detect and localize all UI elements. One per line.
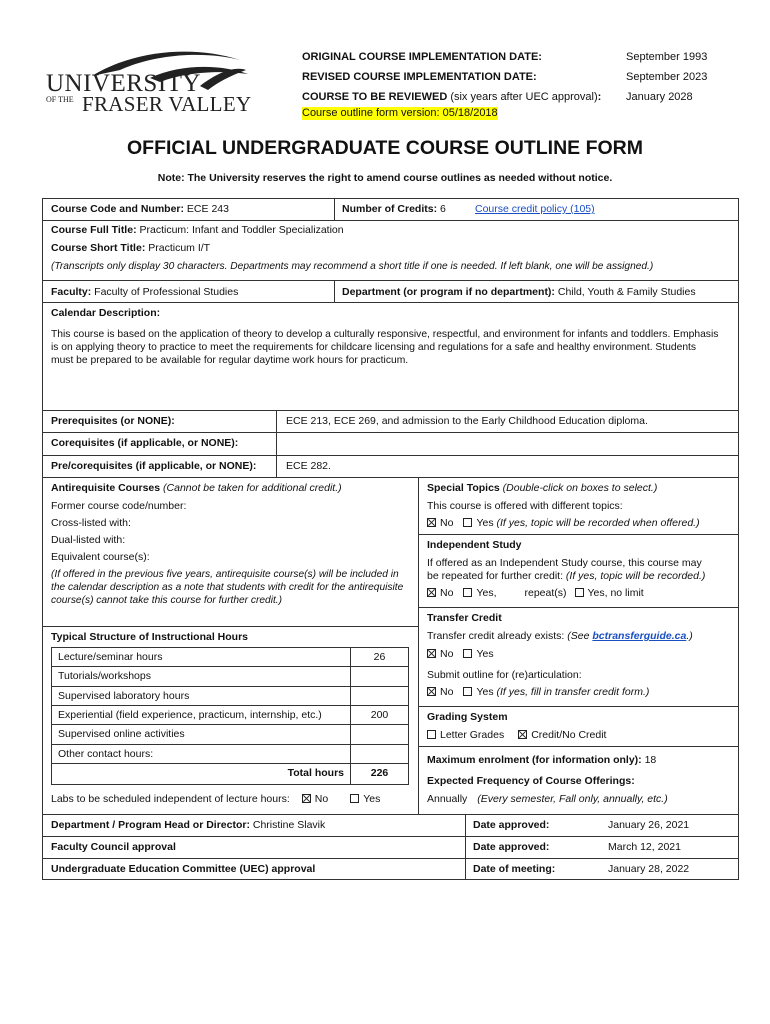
- hours-row-label: Experiential (field experience, practicum, internship, etc.): [58, 709, 322, 721]
- hours-row-divider: [51, 763, 409, 764]
- transfer-yes2-note: (If yes, fill in transfer credit form.): [493, 686, 650, 698]
- independent-yes-label: Yes,: [476, 587, 497, 599]
- approval-label: [51, 863, 315, 876]
- transfer-credit-heading: Transfer Credit: [427, 612, 502, 624]
- checkbox-checked-icon[interactable]: [518, 730, 527, 739]
- independent-line2-text: be repeated for further credit:: [427, 570, 566, 582]
- approval-date-label: Date of meeting:: [473, 863, 556, 875]
- hours-heading: Typical Structure of Instructional Hours: [51, 631, 248, 643]
- short-title: [51, 242, 210, 255]
- checkbox-icon[interactable]: [463, 588, 472, 597]
- short-title-label: Course Short Title:: [51, 242, 146, 254]
- hours-row-divider: [51, 666, 409, 667]
- antireq-cross: Cross-listed with:: [51, 517, 131, 529]
- course-code: [51, 203, 229, 216]
- grading-options: [427, 729, 606, 742]
- prerequisites-label: Prerequisites (or NONE):: [51, 415, 175, 427]
- grading-letter-label: Letter Grades: [440, 729, 505, 741]
- checkbox-checked-icon[interactable]: [427, 518, 436, 527]
- independent-study-options: [427, 587, 644, 600]
- independent-repeat-label: repeat(s): [524, 587, 567, 599]
- approval-date-value: January 28, 2022: [608, 863, 690, 875]
- transfer-yes-label: Yes: [476, 648, 494, 660]
- grading-heading: Grading System: [427, 711, 508, 723]
- calendar-description-label: Calendar Description:: [51, 307, 161, 319]
- transfer-submit-options: [427, 686, 649, 699]
- max-enrolment-value: 18: [641, 754, 657, 766]
- faculty-value: Faculty of Professional Studies: [91, 286, 239, 298]
- transcript-note: (Transcripts only display 30 characters. Departments may recommend a short title if one is needed. If left blank, one will be assigned.): [51, 261, 654, 272]
- precorequisites-value: ECE 282.: [286, 460, 331, 472]
- transfer-exists-note-b: .): [686, 630, 693, 642]
- transfer-submit-line: Submit outline for (re)articulation:: [427, 669, 582, 681]
- approval-label-text: Undergraduate Education Committee (UEC) approval: [51, 863, 316, 875]
- revised-date-label: REVISED COURSE IMPLEMENTATION DATE:: [302, 71, 537, 83]
- approval-label-text: Faculty Council approval: [51, 841, 176, 853]
- labs-no-label: No: [314, 793, 329, 805]
- form-version: Course outline form version: 05/18/2018: [302, 107, 498, 119]
- total-hours-value: 226: [370, 767, 389, 779]
- special-topics-heading: [427, 482, 657, 495]
- course-code-label: Course Code and Number:: [51, 203, 185, 215]
- department: [342, 286, 696, 299]
- hours-row-divider: [51, 705, 409, 706]
- checkbox-icon[interactable]: [463, 687, 472, 696]
- corequisites-label: Corequisites (if applicable, or NONE):: [51, 437, 239, 449]
- logo-text-university: UNIVERSITY: [46, 70, 201, 97]
- total-hours-label: Total hours: [287, 767, 344, 779]
- approval-date-label: Date approved:: [473, 819, 550, 831]
- independent-line2-note: (If yes, topic will be recorded.): [565, 570, 706, 582]
- review-date-value: January 2028: [626, 91, 693, 103]
- logo-text-of-the: OF THE: [46, 95, 74, 104]
- review-date-colon: :: [597, 91, 602, 103]
- labs-line: [51, 793, 380, 806]
- precorequisites-label: Pre/corequisites (if applicable, or NONE):: [51, 460, 257, 472]
- grading-credit-label: Credit/No Credit: [531, 729, 607, 741]
- transfer-no2-label: No: [440, 686, 454, 698]
- frequency-heading: Expected Frequency of Course Offerings:: [427, 775, 635, 787]
- faculty-label: Faculty:: [51, 286, 92, 298]
- hours-row-divider: [51, 724, 409, 725]
- checkbox-icon[interactable]: [463, 518, 472, 527]
- transfer-exists-note-a: (See: [567, 630, 593, 642]
- special-no-label: No: [440, 517, 454, 529]
- approval-label-text: Department / Program Head or Director:: [51, 819, 250, 831]
- full-title-value: Practicum: Infant and Toddler Specialization: [136, 224, 344, 236]
- transfer-exists-text: Transfer credit already exists:: [427, 630, 568, 642]
- frequency-line: [427, 793, 668, 806]
- approval-date-value: January 26, 2021: [608, 819, 690, 831]
- antireq-label: Antirequisite Courses: [51, 482, 161, 494]
- approval-label: [51, 819, 325, 832]
- hours-row-label: Supervised laboratory hours: [58, 690, 190, 702]
- hours-row-label: Supervised online activities: [58, 728, 185, 740]
- antireq-equiv: Equivalent course(s):: [51, 551, 150, 563]
- max-enrolment-label: Maximum enrolment (for information only):: [427, 754, 642, 766]
- short-title-value: Practicum I/T: [145, 242, 211, 254]
- original-date-label: ORIGINAL COURSE IMPLEMENTATION DATE:: [302, 51, 542, 63]
- independent-study-heading: Independent Study: [427, 539, 522, 551]
- special-topics-line: This course is offered with different topics:: [427, 500, 623, 512]
- credits-value: 6: [437, 203, 446, 215]
- antireq-heading: [51, 482, 342, 495]
- transfer-exists-options: [427, 648, 494, 661]
- approval-date-value: March 12, 2021: [608, 841, 681, 853]
- hours-row-label: Tutorials/workshops: [58, 670, 151, 682]
- labs-label: Labs to be scheduled independent of lecture hours:: [51, 793, 290, 805]
- credits-label: Number of Credits:: [342, 203, 438, 215]
- calendar-description-text: This course is based on the application of theory to develop a culturally responsive, respectful, and environment for infants and toddlers. Emphasis is on applying theory to practice to meet the requirements for childcare licensing and regulations for a safe and healthy environment. Students must be prepared to be available for regular daytime work hours for practicum.: [51, 329, 719, 366]
- special-topics-note: (Double-click on boxes to select.): [499, 482, 658, 494]
- credit-policy-link[interactable]: Course credit policy (105): [475, 203, 595, 215]
- max-enrolment: [427, 754, 656, 767]
- credits: [342, 203, 446, 216]
- transfer-yes2-label: Yes: [476, 686, 494, 698]
- approval-label: [51, 841, 176, 854]
- approval-date-label: Date approved:: [473, 841, 550, 853]
- frequency-value: Annually: [427, 793, 468, 805]
- special-topics-options: [427, 517, 700, 530]
- logo-text-fraser-valley: FRASER VALLEY: [82, 92, 252, 116]
- transfer-no-label: No: [440, 648, 454, 660]
- approval-name: Christine Slavik: [249, 819, 326, 831]
- independent-study-line2: [427, 570, 705, 583]
- hours-row-value: 200: [370, 709, 389, 721]
- review-date-line: [302, 91, 601, 104]
- antireq-note: (If offered in the previous five years, antirequisite course(s) will be included in the calendar description as a note that students with credit for the antirequisite course(s) cannot take this course for further credit.): [51, 569, 404, 606]
- page-title: OFFICIAL UNDERGRADUATE COURSE OUTLINE FORM: [126, 137, 644, 159]
- hours-row-divider: [51, 744, 409, 745]
- special-topics-label: Special Topics: [427, 482, 500, 494]
- special-yes-note: (If yes, topic will be recorded when offered.): [493, 517, 700, 529]
- checkbox-icon[interactable]: [427, 730, 436, 739]
- independent-nolimit-label: Yes, no limit: [587, 587, 644, 599]
- page-note: Note: The University reserves the right to amend course outlines as needed without notice.: [157, 172, 613, 184]
- hours-row-label: Lecture/seminar hours: [58, 651, 163, 663]
- checkbox-icon[interactable]: [350, 794, 359, 803]
- department-value: Child, Youth & Family Studies: [554, 286, 696, 298]
- transfer-exists-line: [427, 630, 693, 643]
- full-title-label: Course Full Title:: [51, 224, 137, 236]
- checkbox-checked-icon[interactable]: [302, 794, 311, 803]
- antireq-label-note: (Cannot be taken for additional credit.): [160, 482, 342, 494]
- hours-row-value: 26: [373, 651, 386, 663]
- frequency-note: (Every semester, Fall only, annually, etc.): [477, 793, 668, 805]
- special-yes-label: Yes: [476, 517, 494, 529]
- original-date-value: September 1993: [626, 51, 708, 63]
- checkbox-icon[interactable]: [463, 649, 472, 658]
- faculty: [51, 286, 238, 299]
- hours-row-label: Other contact hours:: [58, 748, 154, 760]
- full-title: [51, 224, 344, 237]
- prerequisites-value: ECE 213, ECE 269, and admission to the Early Childhood Education diploma.: [286, 415, 648, 427]
- department-label: Department (or program if no department):: [342, 286, 555, 298]
- checkbox-icon[interactable]: [575, 588, 584, 597]
- checkbox-checked-icon[interactable]: [427, 687, 436, 696]
- checkbox-checked-icon[interactable]: [427, 649, 436, 658]
- bctransferguide-link[interactable]: bctransferguide.ca: [592, 630, 687, 642]
- review-date-label: COURSE TO BE REVIEWED: [302, 91, 448, 103]
- labs-yes-label: Yes: [363, 793, 381, 805]
- independent-study-line1: If offered as an Independent Study course, this course may: [427, 557, 702, 569]
- hours-row-divider: [51, 686, 409, 687]
- checkbox-checked-icon[interactable]: [427, 588, 436, 597]
- independent-no-label: No: [440, 587, 454, 599]
- revised-date-value: September 2023: [626, 71, 708, 83]
- review-date-note: (six years after UEC approval): [447, 91, 598, 103]
- antireq-dual: Dual-listed with:: [51, 534, 126, 546]
- antireq-former: Former course code/number:: [51, 500, 187, 512]
- course-code-value: ECE 243: [184, 203, 229, 215]
